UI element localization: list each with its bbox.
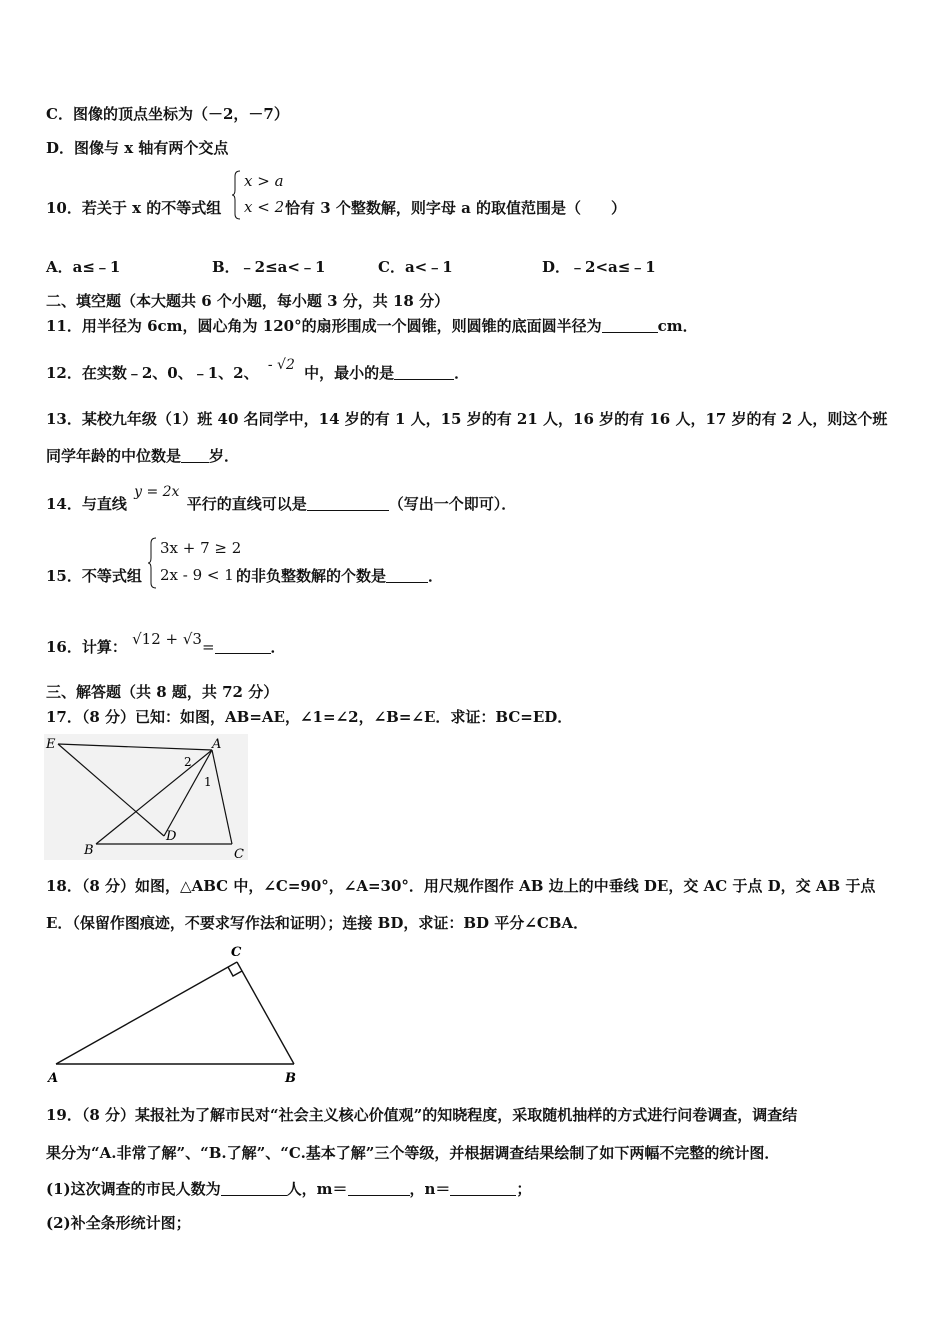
q12-blank[interactable]	[394, 364, 454, 380]
q10-prefix: 10．若关于 x 的不等式组	[46, 199, 222, 217]
q17-label-E: E	[46, 737, 56, 752]
q10-option-c: C．a<﹣1	[378, 258, 453, 276]
q10-eq1: x > a	[244, 172, 284, 190]
q17-label-B: B	[84, 843, 94, 858]
segment-CB	[237, 962, 294, 1064]
q18-label-C: C	[231, 945, 242, 960]
q10-option-d: D．﹣2<a≤﹣1	[542, 258, 656, 276]
q14-suffix: 平行的直线可以是	[186, 495, 307, 513]
q18-line1: 18．（8 分）如图，△ABC 中，∠C=90°，∠A=30°．用尺规作图作 AB 边上的中垂线 DE，交 AC 于点 D，交 AB 于点	[46, 877, 876, 895]
q15-tail	[236, 565, 443, 586]
q13-text: 同学年龄的中位数是	[46, 447, 182, 465]
q17-label-A: A	[212, 737, 222, 752]
q19-part1-d: ；	[516, 1180, 532, 1198]
section2-title: 二、填空题（本大题共 6 个小题，每小题 3 分，共 18 分）	[46, 292, 450, 310]
q16-blank[interactable]	[215, 638, 271, 654]
brace-icon	[232, 170, 242, 220]
q16-prefix: 16．计算：	[46, 638, 127, 656]
q19-part1-a: (1)这次调查的市民人数为	[46, 1180, 221, 1198]
q17-figure	[44, 734, 248, 862]
q10-option-b: B．﹣2≤a<﹣1	[212, 258, 326, 276]
q15-eq1: 3x + 7 ≥ 2	[160, 539, 242, 557]
q16-math: √12 + √3	[132, 630, 202, 648]
q19-part1	[46, 1178, 531, 1199]
q19-line2: 果分为“A.非常了解”、“B.了解”、“C.基本了解”三个等级，并根据调查结果绘制了如下两幅不完整的统计图．	[46, 1144, 780, 1162]
q17-label-1: 1	[204, 775, 212, 789]
q18-line2: E．（保留作图痕迹，不要求写作法和证明）；连接 BD，求证：BD 平分∠CBA．	[46, 914, 589, 932]
q13-blank[interactable]	[181, 447, 209, 463]
q11-suffix: cm．	[657, 317, 698, 335]
q15-blank[interactable]	[386, 567, 428, 583]
q9-option-c: C．图像的顶点坐标为（－2，－7）	[46, 105, 289, 123]
q9-option-d: D．图像与 x 轴有两个交点	[46, 139, 229, 157]
q13-end: 岁．	[209, 447, 240, 465]
q18-label-A: A	[48, 1071, 59, 1086]
q10-option-a: A．a≤﹣1	[46, 258, 121, 276]
q14-end: （写出一个即可）．	[388, 495, 517, 513]
q14-prefix: 14．与直线	[46, 495, 127, 513]
q19-blank-m[interactable]	[348, 1180, 410, 1196]
q18-figure	[40, 940, 310, 1088]
q17-text: 17．（8 分）已知：如图，AB=AE，∠1=∠2，∠B=∠E．求证：BC=ED．	[46, 708, 573, 726]
q14-math: y = 2x	[134, 484, 180, 500]
q17-label-2: 2	[184, 755, 192, 769]
q16-end: ．	[270, 638, 286, 656]
q11-text: 11．用半径为 6cm，圆心角为 120°的扇形围成一个圆锥，则圆锥的底面圆半径为	[46, 317, 602, 335]
section3-title: 三、解答题（共 8 题，共 72 分）	[46, 683, 279, 701]
q11	[46, 315, 698, 336]
q17-label-D: D	[166, 829, 177, 844]
q12-suffix: 中，最小的是	[304, 364, 395, 382]
q19-part1-b: 人，m＝	[286, 1180, 348, 1198]
q19-blank-count[interactable]	[221, 1180, 287, 1196]
q19-line1: 19．（8 分）某报社为了解市民对“社会主义核心价值观”的知晓程度，采取随机抽样的方式进行问卷调查，调查结	[46, 1106, 798, 1124]
q17-figure-background	[44, 734, 248, 860]
q12-text: 12．在实数﹣2、0、﹣1、2、	[46, 364, 259, 382]
q12	[46, 357, 470, 383]
q14-blank[interactable]	[307, 495, 389, 511]
q12-end: ．	[454, 364, 470, 382]
q16-eq: =	[201, 638, 215, 656]
q10-suffix: 恰有 3 个整数解，则字母 a 的取值范围是（ ）	[285, 199, 627, 217]
q13-line1: 13．某校九年级（1）班 40 名同学中，14 岁的有 1 人，15 岁的有 21 人，16 岁的有 16 人，17 岁的有 2 人，则这个班	[46, 410, 888, 428]
q19-blank-n[interactable]	[450, 1180, 516, 1196]
q15-prefix: 15．不等式组	[46, 567, 142, 585]
q18-label-B: B	[285, 1071, 296, 1086]
q12-math: - √2	[267, 357, 295, 373]
q17-label-C: C	[234, 847, 244, 862]
q15-end: ．	[428, 567, 444, 585]
q14	[46, 484, 517, 514]
q13-line2	[46, 445, 239, 466]
q19-part2: (2)补全条形统计图；	[46, 1214, 191, 1232]
q16	[46, 630, 286, 657]
q15-eq2: 2x - 9 < 1	[160, 566, 234, 584]
q15-suffix: 的非负整数解的个数是	[236, 567, 387, 585]
q19-part1-c: ，n＝	[409, 1180, 451, 1198]
q10-eq2: x < 2	[244, 198, 285, 216]
segment-AC	[56, 962, 237, 1064]
brace-icon	[148, 537, 158, 589]
q11-blank[interactable]	[602, 317, 658, 333]
